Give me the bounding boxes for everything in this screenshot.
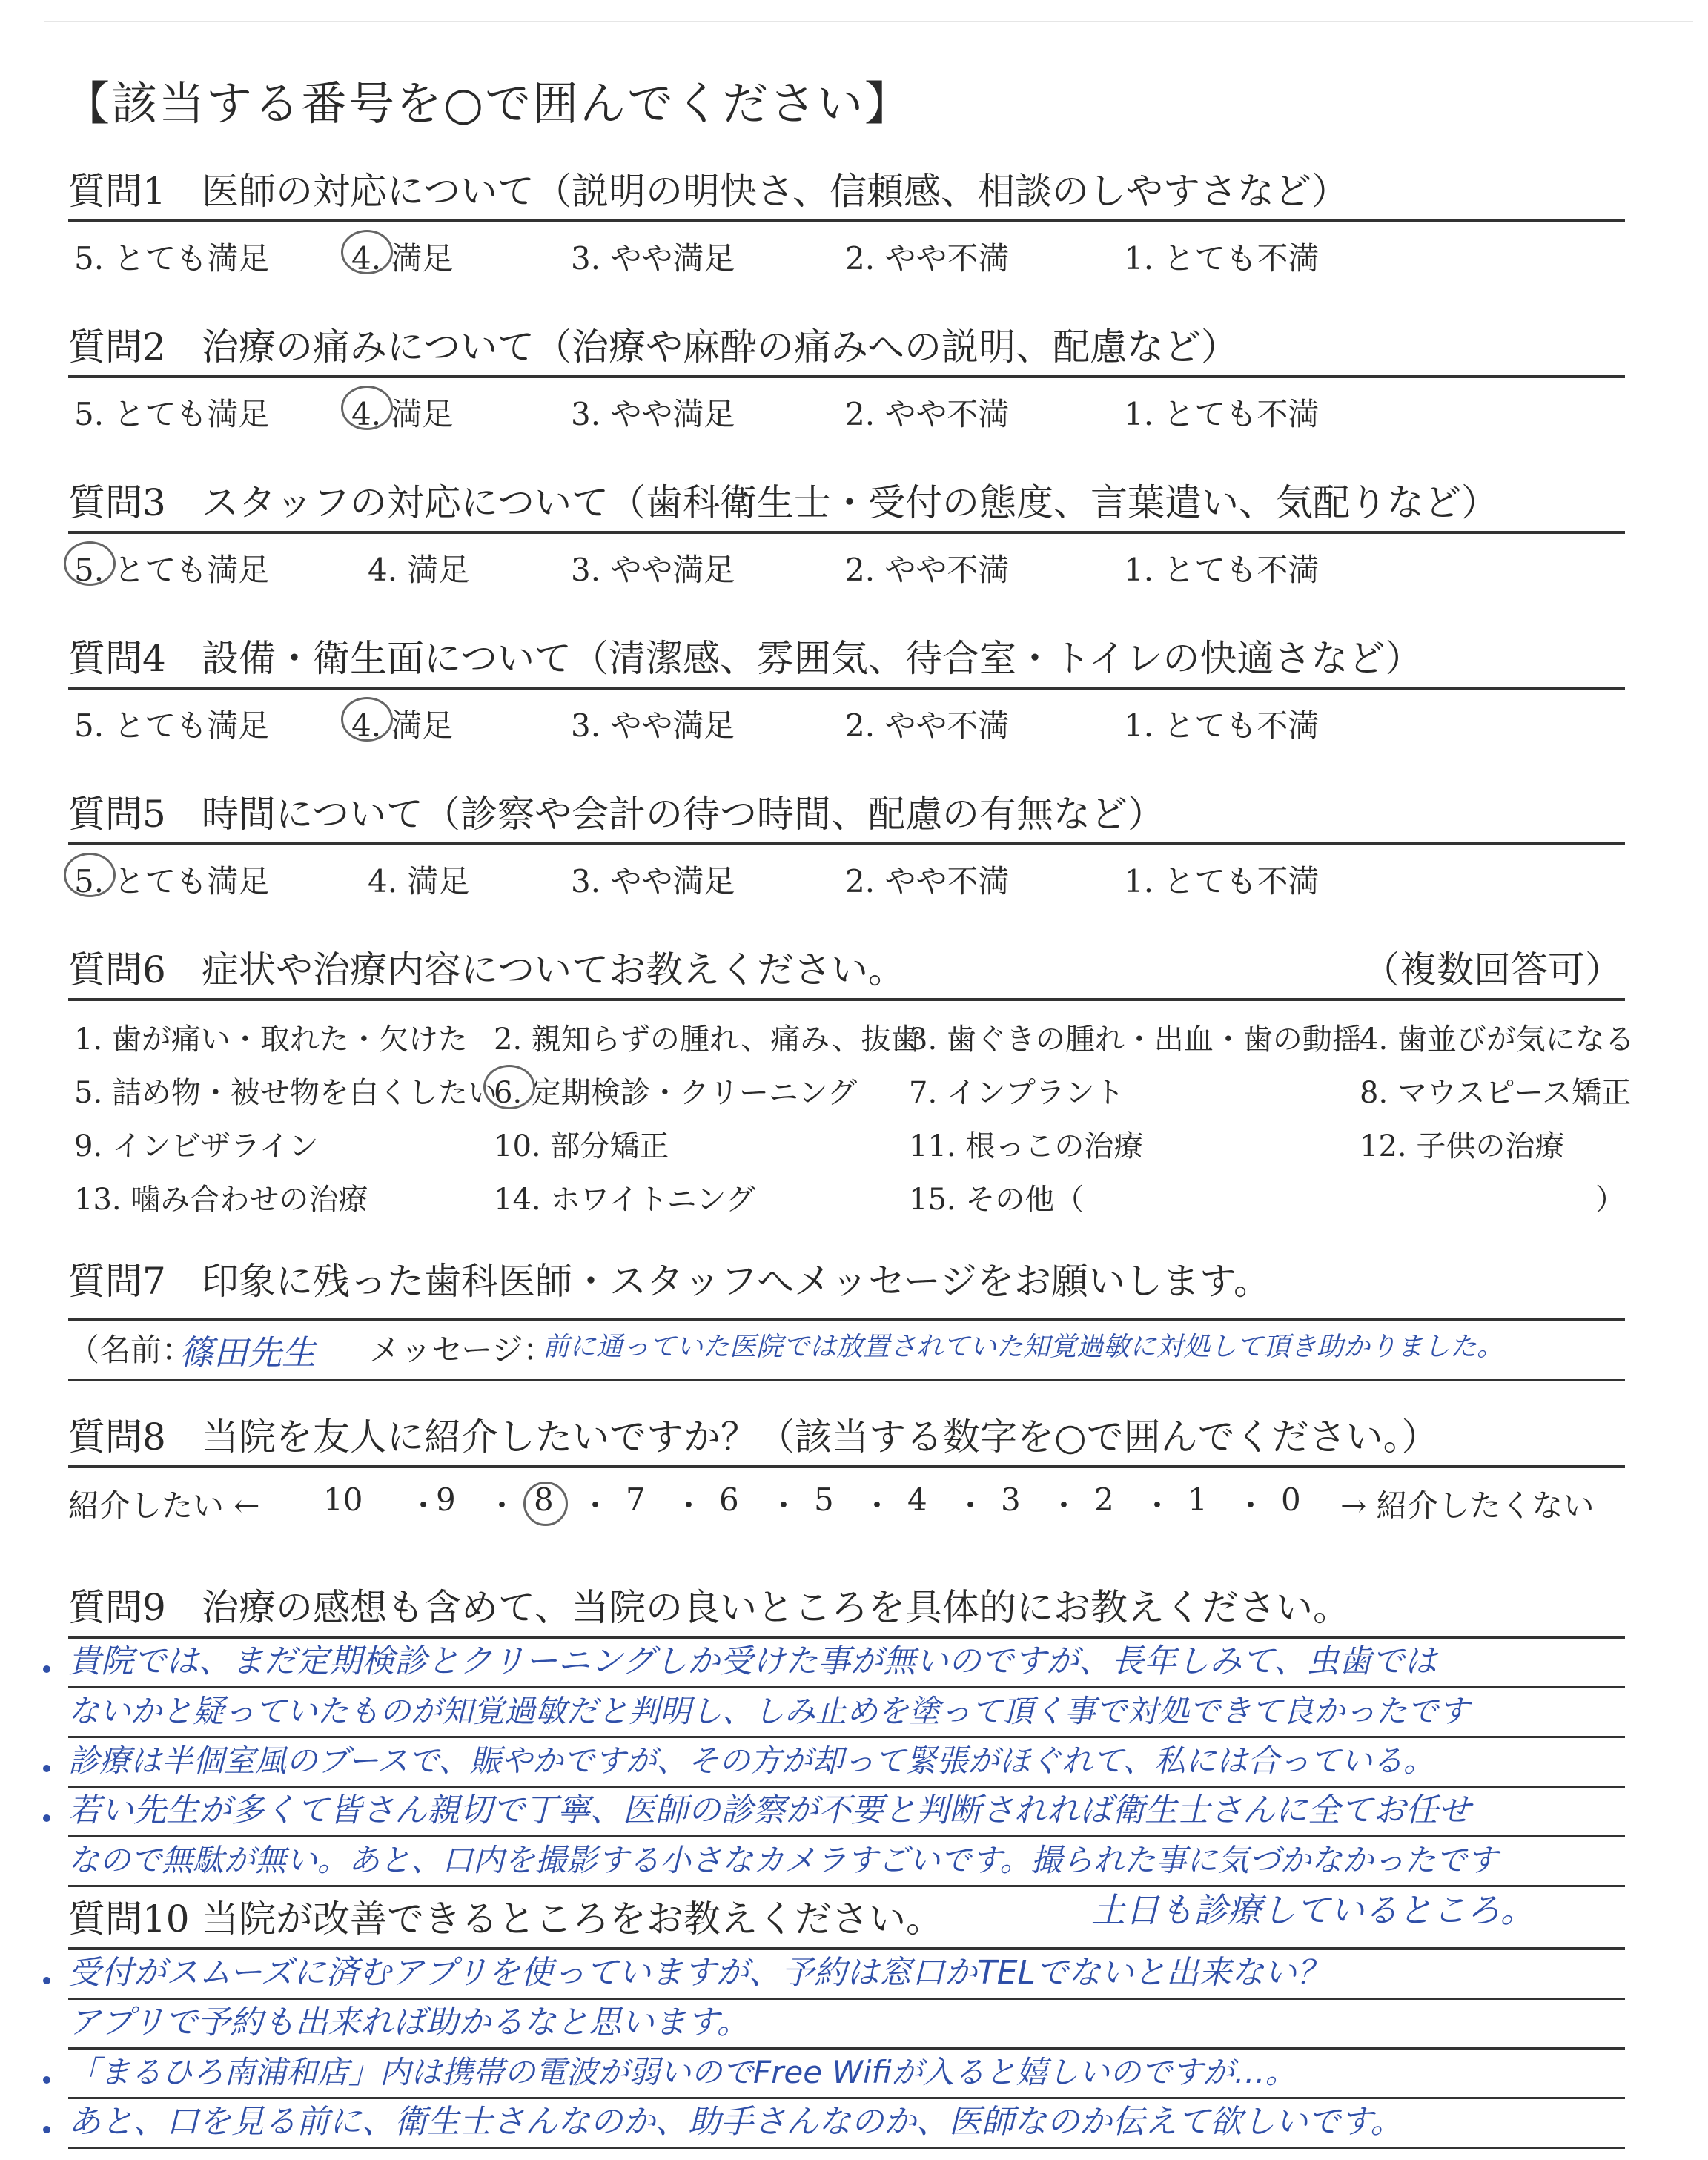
answer-text[interactable]: 若い先生が多くて皆さん親切で丁寧、医師の診察が不要と判断されれば衛生士さんに全てお任せ <box>68 1791 1471 1829</box>
scale-value[interactable]: 5 <box>814 1482 834 1518</box>
scale-value[interactable]: 3 <box>1001 1482 1021 1518</box>
other-close-paren: ） <box>1595 1183 1625 1217</box>
symptom-option[interactable]: 10. 部分矯正 <box>494 1129 669 1163</box>
symptom-option[interactable]: 2. 親知らずの腫れ、痛み、抜歯 <box>494 1023 921 1057</box>
symptom-option[interactable]: 11. 根っこの治療 <box>909 1129 1144 1163</box>
option-1[interactable]: 1. とても不満 <box>1124 552 1320 588</box>
answer-text[interactable]: なので無駄が無い。あと、口内を撮影する小さなカメラすごいです。撮られた事に気づかなかったです <box>68 1842 1498 1878</box>
scale-value[interactable]: 4 <box>907 1482 927 1518</box>
question-10 <box>68 1889 1625 2149</box>
option-2[interactable]: 2. やや不満 <box>845 552 1010 588</box>
message-label: メッセージ： <box>369 1332 555 1368</box>
option-4[interactable]: 4. 満足 <box>351 234 453 279</box>
question-1 <box>68 162 1625 279</box>
bullet-icon <box>43 1765 50 1772</box>
scale-value[interactable]: 10 <box>323 1482 363 1518</box>
scale-dot: ・ <box>486 1487 518 1524</box>
answer-line <box>68 2099 1625 2149</box>
scale-dot: ・ <box>1235 1487 1267 1524</box>
answer-text[interactable]: 貴院では、まだ定期検診とクリーニングしか受けた事が無いのですが、長年しみて、虫歯では <box>68 1642 1437 1680</box>
option-1[interactable]: 1. とても不満 <box>1124 863 1320 899</box>
rating-options <box>68 857 1625 902</box>
question-4 <box>68 629 1625 746</box>
symptom-option[interactable]: 1. 歯が痛い・取れた・欠けた <box>74 1023 468 1057</box>
symptom-option[interactable]: 13. 噛み合わせの治療 <box>74 1183 368 1217</box>
option-2[interactable]: 2. やや不満 <box>845 240 1010 277</box>
symptom-option-selected[interactable]: 6. 定期検診・クリーニング <box>494 1069 857 1112</box>
scale-dot: ・ <box>1048 1487 1080 1524</box>
scale-value[interactable]: 6 <box>719 1482 739 1518</box>
question-heading: 質問5 時間について（診察や会計の待つ時間、配慮の有無など） <box>68 785 1625 845</box>
question-heading: 質問10 当院が改善できるところをお教えください。 土日も診療しているところ。 <box>68 1889 1625 1950</box>
scale-left-label: 紹介したい ← <box>68 1487 260 1524</box>
option-3[interactable]: 3. やや満足 <box>571 240 735 277</box>
option-3[interactable]: 3. やや満足 <box>571 863 735 899</box>
option-5[interactable]: 5. とても満足 <box>74 396 270 432</box>
rating-options <box>68 390 1625 435</box>
bullet-icon <box>43 2126 50 2133</box>
option-1[interactable]: 1. とても不満 <box>1124 240 1320 277</box>
option-5[interactable]: 5. とても満足 <box>74 857 269 902</box>
scale-right-label: → 紹介したくない <box>1340 1487 1595 1524</box>
page-instruction: 【該当する番号を○で囲んでください】 <box>64 76 913 131</box>
rating-options <box>68 234 1625 279</box>
question-heading: 質問9 治療の感想も含めて、当院の良いところを具体的にお教えください。 <box>68 1578 1625 1639</box>
symptom-option[interactable]: 7. インプラント <box>909 1076 1125 1110</box>
rating-options <box>68 701 1625 746</box>
option-5[interactable]: 5. とても満足 <box>74 707 270 744</box>
symptom-option[interactable]: 3. 歯ぐきの腫れ・出血・歯の動揺 <box>909 1023 1362 1057</box>
message-line <box>68 1318 1625 1381</box>
option-5[interactable]: 5. とても満足 <box>74 546 269 590</box>
option-1[interactable]: 1. とても不満 <box>1124 396 1320 432</box>
answer-text[interactable]: ないかと疑っていたものが知覚過敏だと判明し、しみ止めを塗って頂く事で対処できて良かったです <box>68 1693 1470 1729</box>
answer-text[interactable]: 診療は半個室風のブースで、賑やかですが、その方が却って緊張がほぐれて、私には合っている。 <box>68 1743 1434 1779</box>
bullet-icon <box>43 1814 50 1822</box>
answer-text[interactable]: 受付がスムーズに済むアプリを使っていますが、予約は窓口かTELでないと出来ない？ <box>68 1954 1330 1992</box>
answer-line <box>68 1788 1625 1837</box>
scale-value[interactable]: 1 <box>1188 1482 1208 1518</box>
option-2[interactable]: 2. やや不満 <box>845 396 1010 432</box>
scale-dot: ・ <box>580 1487 612 1524</box>
question-heading: 質問4 設備・衛生面について（清潔感、雰囲気、待合室・トイレの快適さなど） <box>68 629 1625 690</box>
option-4[interactable]: 4. 満足 <box>368 552 470 588</box>
scale-dot: ・ <box>768 1487 800 1524</box>
name-label: （名前： <box>68 1332 193 1368</box>
option-1[interactable]: 1. とても不満 <box>1124 707 1320 744</box>
answer-text[interactable]: あと、口を見る前に、衛生士さんなのか、助手さんなのか、医師なのか伝えて欲しいです。 <box>68 2103 1403 2141</box>
answer-line <box>68 2050 1625 2099</box>
selection-circle <box>64 853 116 897</box>
multiple-answer-note: （複数回答可） <box>1363 948 1622 991</box>
question-7 <box>68 1252 1625 1381</box>
selection-circle <box>341 386 393 430</box>
selection-circle <box>483 1065 535 1109</box>
question-3 <box>68 473 1625 590</box>
option-4[interactable]: 4. 満足 <box>351 701 453 746</box>
question-heading: 質問7 印象に残った歯科医師・スタッフへメッセージをお願いします。 <box>68 1260 1271 1303</box>
answer-text[interactable]: 「まるひろ南浦和店」内は携帯の電波が弱いのでFree Wifiが入ると嬉しいのですが…。 <box>68 2054 1297 2090</box>
scale-dot: ・ <box>408 1487 440 1524</box>
option-5[interactable]: 5. とても満足 <box>74 240 270 277</box>
question-heading: 質問6 症状や治療内容についてお教えください。 （複数回答可） <box>68 940 1625 1001</box>
page-top-edge <box>44 21 1693 22</box>
question-9 <box>68 1578 1625 1887</box>
bullet-icon <box>43 1977 50 1984</box>
bullet-icon <box>43 1665 50 1673</box>
symptom-options <box>68 1016 1635 1231</box>
scale-dot: ・ <box>1142 1487 1174 1524</box>
rating-options <box>68 546 1625 590</box>
symptom-option[interactable]: 12. 子供の治療 <box>1360 1129 1565 1163</box>
question-heading: 質問3 スタッフの対応について（歯科衛生士・受付の態度、言葉遣い、気配りなど） <box>68 473 1625 534</box>
extra-good-point[interactable]: 土日も診療しているところ。 <box>1091 1890 1535 1930</box>
option-3[interactable]: 3. やや満足 <box>571 707 735 744</box>
symptom-option[interactable]: 14. ホワイトニング <box>494 1183 755 1217</box>
selection-circle <box>341 230 393 274</box>
name-value[interactable]: 篠田先生 <box>179 1332 316 1373</box>
symptom-option[interactable]: 5. 詰め物・被せ物を白くしたい <box>74 1076 497 1110</box>
question-8 <box>68 1407 1625 1533</box>
symptom-option[interactable]: 9. インビザライン <box>74 1129 319 1163</box>
scale-value[interactable]: 7 <box>626 1482 646 1518</box>
symptom-option[interactable]: 4. 歯並びが気になる <box>1360 1023 1635 1057</box>
bullet-icon <box>43 2076 50 2084</box>
answer-line <box>68 2000 1625 2050</box>
question-heading: 質問2 治療の痛みについて（治療や麻酔の痛みへの説明、配慮など） <box>68 317 1625 378</box>
selection-circle <box>64 541 116 586</box>
message-value[interactable]: 前に通っていた医院では放置されていた知覚過敏に対処して頂き助かりました。 <box>543 1332 1504 1362</box>
question-heading: 質問1 医師の対応について（説明の明快さ、信頼感、相談のしやすさなど） <box>68 162 1625 222</box>
selection-circle <box>341 697 393 742</box>
answer-text[interactable]: アプリで予約も出来れば助かるなと思います。 <box>68 2004 749 2041</box>
symptom-option[interactable]: 8. マウスピース矯正 <box>1360 1076 1632 1110</box>
question-6 <box>68 940 1635 1231</box>
answer-line <box>68 1950 1625 2000</box>
option-4[interactable]: 4. 満足 <box>351 390 453 435</box>
question-5 <box>68 785 1625 902</box>
answer-line <box>68 1837 1625 1887</box>
option-3[interactable]: 3. やや満足 <box>571 552 735 588</box>
scale-value[interactable]: 9 <box>436 1482 456 1518</box>
answer-line <box>68 1738 1625 1788</box>
option-2[interactable]: 2. やや不満 <box>845 863 1010 899</box>
scale-dot: ・ <box>955 1487 987 1524</box>
question-2 <box>68 317 1625 435</box>
question-heading: 質問8 当院を友人に紹介したいですか？（該当する数字を○で囲んでください。） <box>68 1407 1625 1468</box>
scale-dot: ・ <box>673 1487 705 1524</box>
scale-value[interactable]: 0 <box>1281 1482 1301 1518</box>
answer-line <box>68 1688 1625 1738</box>
option-3[interactable]: 3. やや満足 <box>571 396 735 432</box>
option-4[interactable]: 4. 満足 <box>368 863 470 899</box>
symptom-option-other[interactable]: 15. その他（ <box>909 1183 1085 1217</box>
option-2[interactable]: 2. やや不満 <box>845 707 1010 744</box>
scale-dot: ・ <box>861 1487 893 1524</box>
answer-line <box>68 1639 1625 1688</box>
recommend-scale: 紹介したい ← 10 ・ 9 ・ 8 ・ 7 ・ 6 ・ 5 ・ 4 ・ 3 ・ 2 ・ 1 ・ 0 → 紹介したくない <box>68 1482 1625 1533</box>
scale-value[interactable]: 2 <box>1094 1482 1114 1518</box>
